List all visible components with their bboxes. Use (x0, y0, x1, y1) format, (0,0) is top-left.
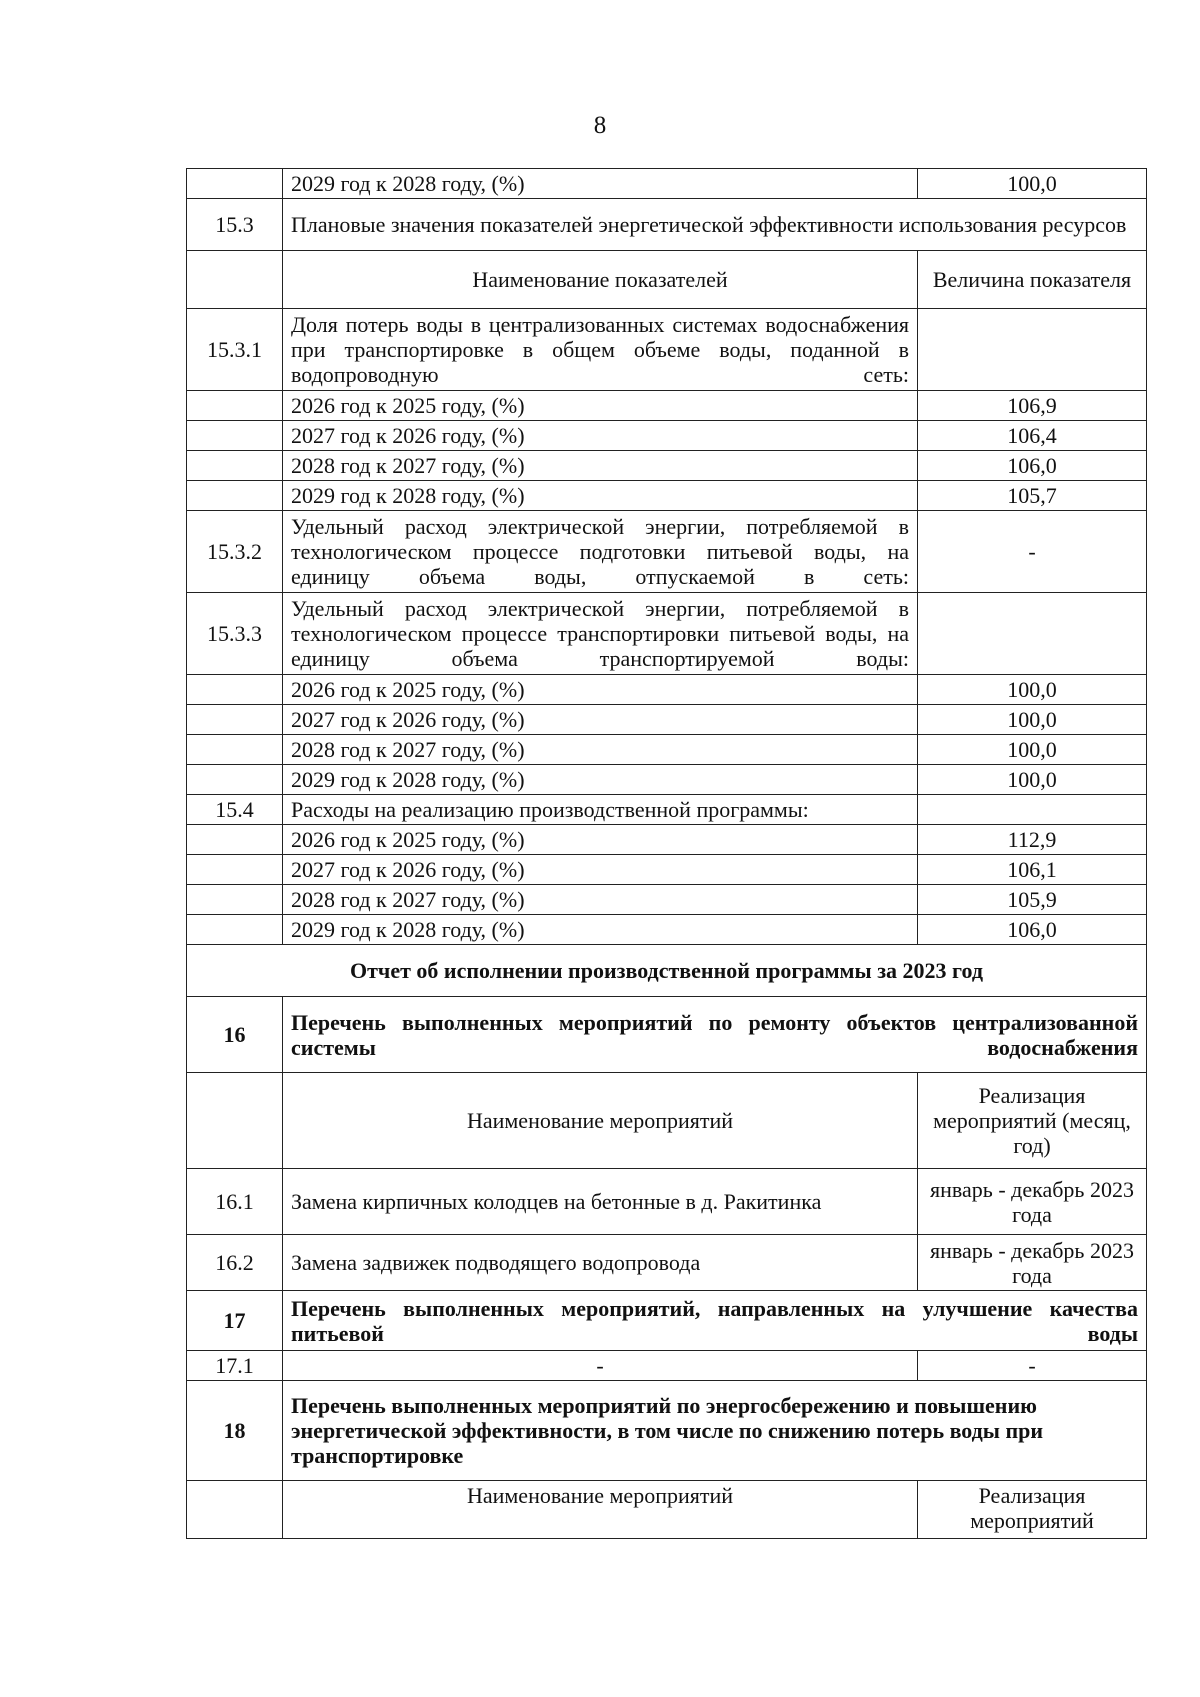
row-value: 105,9 (918, 885, 1147, 915)
table-row (187, 885, 1147, 915)
empty-cell (918, 593, 1147, 675)
measures-value-header: Реализация мероприятий (918, 1481, 1147, 1539)
section-18 (187, 1381, 1147, 1481)
empty-cell (918, 795, 1147, 825)
row-value: 100,0 (918, 169, 1147, 199)
indicator-name-header: Наименование показателей (283, 251, 918, 309)
table-row (187, 735, 1147, 765)
indicator-value-header: Величина показателя (918, 251, 1147, 309)
table-row (187, 855, 1147, 885)
table-row (187, 481, 1147, 511)
empty-cell (187, 735, 283, 765)
section-17-1 (187, 1351, 1147, 1381)
row-value: 106,1 (918, 855, 1147, 885)
section-number: 16.2 (187, 1235, 283, 1291)
table-row (187, 765, 1147, 795)
indicator-header-row (187, 251, 1147, 309)
table-row (187, 915, 1147, 945)
section-number: 15.3.3 (187, 593, 283, 675)
section-15-4 (187, 795, 1147, 825)
row-value: 106,0 (918, 451, 1147, 481)
row-value: 106,0 (918, 915, 1147, 945)
table-row (187, 421, 1147, 451)
row-value: 112,9 (918, 825, 1147, 855)
document-table-wrapper (186, 168, 1146, 1539)
section-16-1 (187, 1169, 1147, 1235)
section-number: 17.1 (187, 1351, 283, 1381)
row-text: 2029 год к 2028 году, (%) (283, 481, 918, 511)
empty-cell (187, 251, 283, 309)
empty-cell (187, 451, 283, 481)
empty-cell (187, 1481, 283, 1539)
empty-cell (187, 915, 283, 945)
section-value: - (918, 1351, 1147, 1381)
table-row (187, 675, 1147, 705)
row-text: 2029 год к 2028 году, (%) (283, 915, 918, 945)
empty-cell (187, 705, 283, 735)
empty-cell (918, 309, 1147, 391)
section-15-3-1 (187, 309, 1147, 391)
section-text: Замена кирпичных колодцев на бетонные в д. Ракитинка (283, 1169, 918, 1235)
section-16 (187, 997, 1147, 1073)
table-row (187, 169, 1147, 199)
section-value: январь - декабрь 2023 года (918, 1235, 1147, 1291)
report-heading-row (187, 945, 1147, 997)
section-title: Перечень выполненных мероприятий по ремонту объектов централизованной системы водоснабжения (283, 997, 1147, 1073)
section-text: - (283, 1351, 918, 1381)
section-value: - (918, 511, 1147, 593)
section-16-2 (187, 1235, 1147, 1291)
row-value: 106,4 (918, 421, 1147, 451)
page-number: 8 (593, 112, 607, 139)
measures-header-row (187, 1073, 1147, 1169)
section-number: 15.4 (187, 795, 283, 825)
row-text: 2027 год к 2026 году, (%) (283, 421, 918, 451)
table-row (187, 451, 1147, 481)
measures-header-row-2 (187, 1481, 1147, 1539)
table-row (187, 391, 1147, 421)
section-number: 15.3.1 (187, 309, 283, 391)
section-number: 17 (187, 1291, 283, 1351)
row-text: 2028 год к 2027 году, (%) (283, 451, 918, 481)
section-number: 16 (187, 997, 283, 1073)
row-text: 2027 год к 2026 году, (%) (283, 855, 918, 885)
empty-cell (187, 855, 283, 885)
section-text: Расходы на реализацию производственной программы: (283, 795, 918, 825)
section-17 (187, 1291, 1147, 1351)
section-text: Удельный расход электрической энергии, потребляемой в технологическом процессе транспортировки питьевой воды, на единицу объема транспортируемой воды: (283, 593, 918, 675)
row-number (187, 169, 283, 199)
measures-name-header: Наименование мероприятий (283, 1481, 918, 1539)
section-text: Замена задвижек подводящего водопровода (283, 1235, 918, 1291)
section-number: 16.1 (187, 1169, 283, 1235)
row-value: 100,0 (918, 705, 1147, 735)
row-text: 2026 год к 2025 году, (%) (283, 391, 918, 421)
row-value: 100,0 (918, 765, 1147, 795)
production-program-table (186, 168, 1147, 1539)
section-text: Доля потерь воды в централизованных системах водоснабжения при транспортировке в общем объеме воды, поданной в водопроводную сеть: (283, 309, 918, 391)
row-text: 2026 год к 2025 году, (%) (283, 675, 918, 705)
row-value: 100,0 (918, 735, 1147, 765)
row-value: 105,7 (918, 481, 1147, 511)
section-title: Перечень выполненных мероприятий по энергосбережению и повышению энергетической эффективности, в том числе по снижению потерь воды при транспортировке (283, 1381, 1147, 1481)
section-number: 15.3 (187, 199, 283, 251)
row-text: 2029 год к 2028 году, (%) (283, 169, 918, 199)
section-15-3-2 (187, 511, 1147, 593)
empty-cell (187, 391, 283, 421)
section-title: Плановые значения показателей энергетической эффективности использования ресурсов (283, 199, 1147, 251)
section-text: Удельный расход электрической энергии, потребляемой в технологическом процессе подготовки питьевой воды, на единицу объема воды, отпускаемой в сеть: (283, 511, 918, 593)
table-row (187, 825, 1147, 855)
empty-cell (187, 885, 283, 915)
row-text: 2028 год к 2027 году, (%) (283, 885, 918, 915)
empty-cell (187, 1073, 283, 1169)
empty-cell (187, 481, 283, 511)
row-value: 106,9 (918, 391, 1147, 421)
empty-cell (187, 675, 283, 705)
section-value: январь - декабрь 2023 года (918, 1169, 1147, 1235)
empty-cell (187, 825, 283, 855)
row-text: 2029 год к 2028 году, (%) (283, 765, 918, 795)
section-15-3 (187, 199, 1147, 251)
section-15-3-3 (187, 593, 1147, 675)
row-text: 2026 год к 2025 году, (%) (283, 825, 918, 855)
row-value: 100,0 (918, 675, 1147, 705)
table-row (187, 705, 1147, 735)
report-heading: Отчет об исполнении производственной программы за 2023 год (187, 945, 1147, 997)
row-text: 2028 год к 2027 году, (%) (283, 735, 918, 765)
section-title: Перечень выполненных мероприятий, направленных на улучшение качества питьевой воды (283, 1291, 1147, 1351)
empty-cell (187, 421, 283, 451)
measures-name-header: Наименование мероприятий (283, 1073, 918, 1169)
empty-cell (187, 765, 283, 795)
row-text: 2027 год к 2026 году, (%) (283, 705, 918, 735)
section-number: 18 (187, 1381, 283, 1481)
measures-value-header: Реализация мероприятий (месяц, год) (918, 1073, 1147, 1169)
section-number: 15.3.2 (187, 511, 283, 593)
